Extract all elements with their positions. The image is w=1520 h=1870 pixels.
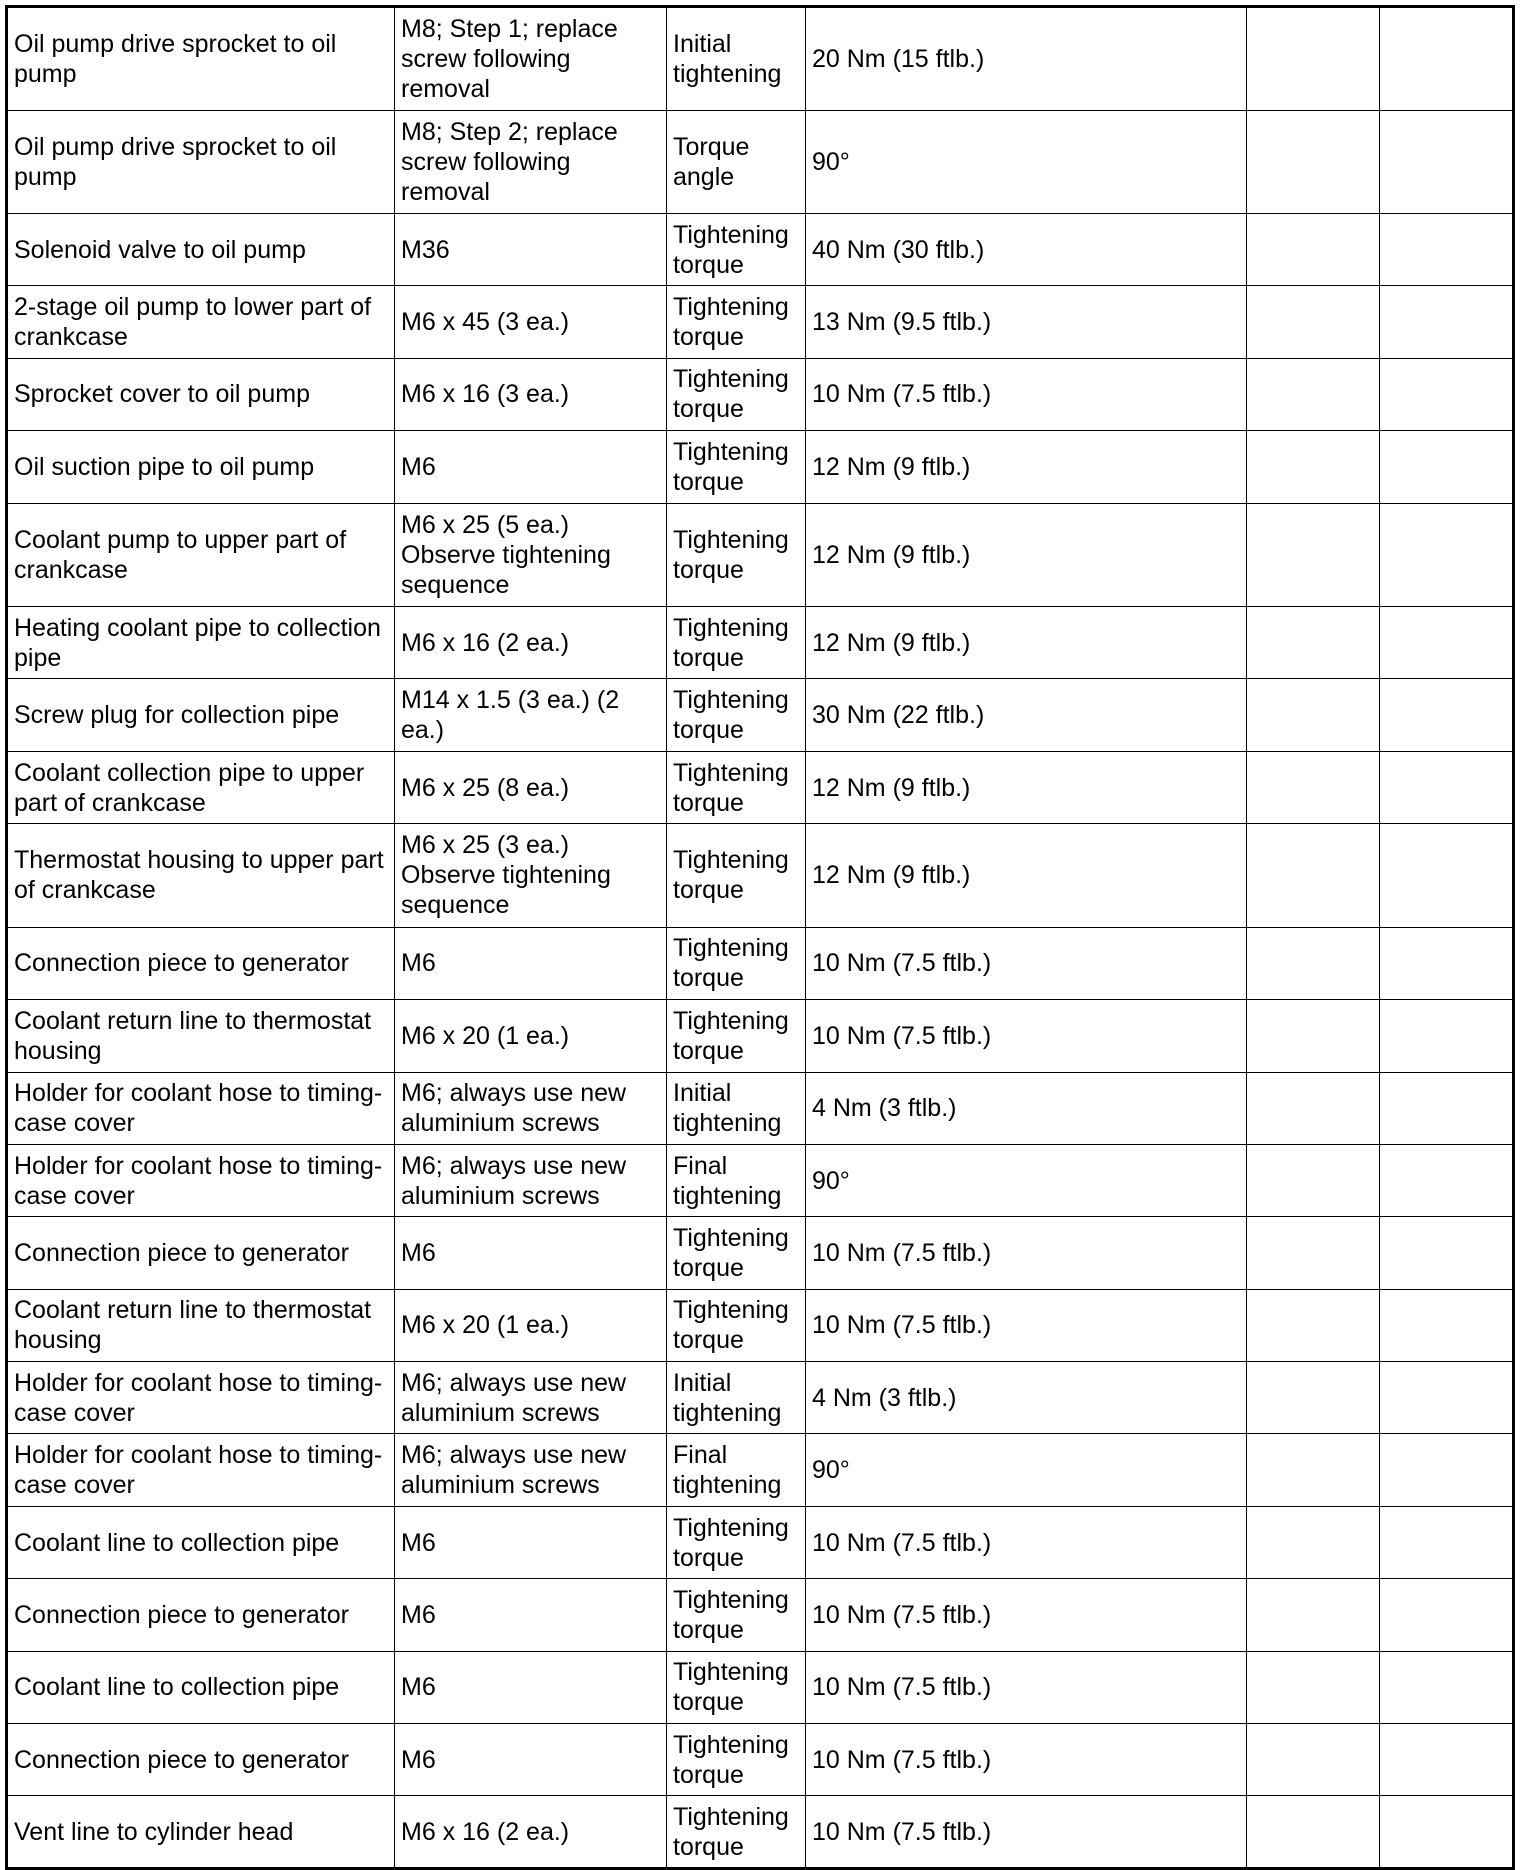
tightening-type-cell: Tightening torque — [667, 1000, 806, 1072]
torque-value-cell: 10 Nm (7.5 ftlb.) — [806, 1000, 1247, 1072]
empty-cell — [1247, 927, 1380, 999]
torque-specification-table — [5, 5, 1515, 1870]
component-cell: Heating coolant pipe to collection pipe — [7, 607, 395, 679]
tightening-type-cell: Initial tightening — [667, 1072, 806, 1144]
torque-value-cell: 10 Nm (7.5 ftlb.) — [806, 1506, 1247, 1578]
empty-cell — [1247, 1289, 1380, 1361]
empty-cell — [1247, 1796, 1380, 1868]
component-cell: Coolant pump to upper part of crankcase — [7, 503, 395, 607]
specification-cell: M6 — [395, 1217, 667, 1289]
tightening-type-cell: Tightening torque — [667, 1579, 806, 1651]
specification-cell: M6 — [395, 1651, 667, 1723]
component-cell: Holder for coolant hose to timing-case cover — [7, 1144, 395, 1216]
table-row — [7, 751, 1514, 823]
component-cell: Oil suction pipe to oil pump — [7, 431, 395, 503]
table-row — [7, 1434, 1514, 1506]
table-row — [7, 1724, 1514, 1796]
table-row — [7, 1217, 1514, 1289]
specification-cell: M6; always use new aluminium screws — [395, 1434, 667, 1506]
specification-cell: M6; always use new aluminium screws — [395, 1144, 667, 1216]
empty-cell — [1247, 1144, 1380, 1216]
empty-cell — [1247, 751, 1380, 823]
component-cell: Thermostat housing to upper part of crankcase — [7, 824, 395, 928]
specification-cell: M6 x 25 (5 ea.) Observe tightening sequence — [395, 503, 667, 607]
torque-value-cell: 12 Nm (9 ftlb.) — [806, 503, 1247, 607]
torque-value-cell: 90° — [806, 1434, 1247, 1506]
table-row — [7, 286, 1514, 358]
table-row — [7, 7, 1514, 111]
table-row — [7, 1506, 1514, 1578]
component-cell: Solenoid valve to oil pump — [7, 214, 395, 286]
empty-cell — [1380, 1144, 1514, 1216]
table-row — [7, 358, 1514, 430]
component-cell: Coolant line to collection pipe — [7, 1506, 395, 1578]
tightening-type-cell: Tightening torque — [667, 927, 806, 999]
torque-value-cell: 12 Nm (9 ftlb.) — [806, 607, 1247, 679]
table-row — [7, 607, 1514, 679]
empty-cell — [1247, 110, 1380, 214]
torque-value-cell: 10 Nm (7.5 ftlb.) — [806, 927, 1247, 999]
component-cell: Connection piece to generator — [7, 1724, 395, 1796]
torque-value-cell: 90° — [806, 1144, 1247, 1216]
component-cell: Coolant line to collection pipe — [7, 1651, 395, 1723]
torque-value-cell: 4 Nm (3 ftlb.) — [806, 1072, 1247, 1144]
tightening-type-cell: Tightening torque — [667, 824, 806, 928]
specification-cell: M6; always use new aluminium screws — [395, 1362, 667, 1434]
empty-cell — [1247, 358, 1380, 430]
specification-cell: M6 x 20 (1 ea.) — [395, 1289, 667, 1361]
empty-cell — [1380, 1506, 1514, 1578]
torque-value-cell: 4 Nm (3 ftlb.) — [806, 1362, 1247, 1434]
empty-cell — [1247, 824, 1380, 928]
table-row — [7, 503, 1514, 607]
empty-cell — [1380, 1651, 1514, 1723]
empty-cell — [1380, 503, 1514, 607]
empty-cell — [1247, 1579, 1380, 1651]
torque-value-cell: 13 Nm (9.5 ftlb.) — [806, 286, 1247, 358]
empty-cell — [1247, 503, 1380, 607]
table-row — [7, 1072, 1514, 1144]
tightening-type-cell: Torque angle — [667, 110, 806, 214]
empty-cell — [1380, 1000, 1514, 1072]
specification-cell: M6; always use new aluminium screws — [395, 1072, 667, 1144]
torque-value-cell: 10 Nm (7.5 ftlb.) — [806, 1217, 1247, 1289]
tightening-type-cell: Tightening torque — [667, 679, 806, 751]
empty-cell — [1247, 1072, 1380, 1144]
empty-cell — [1380, 1434, 1514, 1506]
component-cell: Coolant collection pipe to upper part of crankcase — [7, 751, 395, 823]
specification-cell: M14 x 1.5 (3 ea.) (2 ea.) — [395, 679, 667, 751]
table-row — [7, 1289, 1514, 1361]
empty-cell — [1247, 1217, 1380, 1289]
specification-cell: M6 — [395, 1724, 667, 1796]
tightening-type-cell: Final tightening — [667, 1144, 806, 1216]
table-row — [7, 679, 1514, 751]
specification-cell: M8; Step 1; replace screw following removal — [395, 7, 667, 111]
table-row — [7, 1362, 1514, 1434]
empty-cell — [1380, 1579, 1514, 1651]
empty-cell — [1247, 1362, 1380, 1434]
empty-cell — [1247, 214, 1380, 286]
tightening-type-cell: Tightening torque — [667, 214, 806, 286]
torque-value-cell: 20 Nm (15 ftlb.) — [806, 7, 1247, 111]
table-row — [7, 214, 1514, 286]
empty-cell — [1247, 431, 1380, 503]
table-row — [7, 1796, 1514, 1868]
torque-value-cell: 12 Nm (9 ftlb.) — [806, 824, 1247, 928]
component-cell: Vent line to cylinder head — [7, 1796, 395, 1868]
tightening-type-cell: Tightening torque — [667, 1217, 806, 1289]
empty-cell — [1380, 1289, 1514, 1361]
component-cell: Connection piece to generator — [7, 927, 395, 999]
empty-cell — [1380, 607, 1514, 679]
empty-cell — [1380, 1724, 1514, 1796]
empty-cell — [1380, 1217, 1514, 1289]
table-row — [7, 1579, 1514, 1651]
component-cell: Coolant return line to thermostat housing — [7, 1289, 395, 1361]
torque-value-cell: 10 Nm (7.5 ftlb.) — [806, 1724, 1247, 1796]
component-cell: Oil pump drive sprocket to oil pump — [7, 7, 395, 111]
tightening-type-cell: Initial tightening — [667, 7, 806, 111]
empty-cell — [1380, 1362, 1514, 1434]
table-row — [7, 1144, 1514, 1216]
torque-value-cell: 12 Nm (9 ftlb.) — [806, 751, 1247, 823]
component-cell: Oil pump drive sprocket to oil pump — [7, 110, 395, 214]
specification-cell: M6 — [395, 431, 667, 503]
component-cell: Connection piece to generator — [7, 1579, 395, 1651]
table-row — [7, 431, 1514, 503]
torque-value-cell: 10 Nm (7.5 ftlb.) — [806, 1289, 1247, 1361]
tightening-type-cell: Initial tightening — [667, 1362, 806, 1434]
component-cell: Screw plug for collection pipe — [7, 679, 395, 751]
empty-cell — [1247, 286, 1380, 358]
torque-value-cell: 30 Nm (22 ftlb.) — [806, 679, 1247, 751]
torque-value-cell: 90° — [806, 110, 1247, 214]
torque-value-cell: 12 Nm (9 ftlb.) — [806, 431, 1247, 503]
table-row — [7, 824, 1514, 928]
empty-cell — [1247, 1651, 1380, 1723]
component-cell: 2-stage oil pump to lower part of crankcase — [7, 286, 395, 358]
specification-cell: M6 — [395, 1579, 667, 1651]
tightening-type-cell: Tightening torque — [667, 1506, 806, 1578]
component-cell: Holder for coolant hose to timing-case cover — [7, 1434, 395, 1506]
empty-cell — [1380, 431, 1514, 503]
specification-cell: M8; Step 2; replace screw following removal — [395, 110, 667, 214]
table-body — [7, 7, 1514, 1869]
empty-cell — [1380, 751, 1514, 823]
specification-cell: M6 x 45 (3 ea.) — [395, 286, 667, 358]
empty-cell — [1247, 1434, 1380, 1506]
tightening-type-cell: Tightening torque — [667, 1651, 806, 1723]
tightening-type-cell: Tightening torque — [667, 1289, 806, 1361]
table-row — [7, 1651, 1514, 1723]
specification-cell: M36 — [395, 214, 667, 286]
empty-cell — [1247, 607, 1380, 679]
empty-cell — [1247, 1506, 1380, 1578]
tightening-type-cell: Final tightening — [667, 1434, 806, 1506]
torque-value-cell: 10 Nm (7.5 ftlb.) — [806, 1651, 1247, 1723]
specification-cell: M6 x 25 (8 ea.) — [395, 751, 667, 823]
specification-cell: M6 x 16 (3 ea.) — [395, 358, 667, 430]
torque-value-cell: 10 Nm (7.5 ftlb.) — [806, 358, 1247, 430]
specification-cell: M6 — [395, 927, 667, 999]
empty-cell — [1380, 214, 1514, 286]
component-cell: Holder for coolant hose to timing-case cover — [7, 1362, 395, 1434]
component-cell: Sprocket cover to oil pump — [7, 358, 395, 430]
empty-cell — [1380, 1072, 1514, 1144]
empty-cell — [1380, 110, 1514, 214]
empty-cell — [1247, 7, 1380, 111]
specification-cell: M6 x 16 (2 ea.) — [395, 607, 667, 679]
torque-value-cell: 40 Nm (30 ftlb.) — [806, 214, 1247, 286]
specification-cell: M6 — [395, 1506, 667, 1578]
component-cell: Holder for coolant hose to timing-case cover — [7, 1072, 395, 1144]
empty-cell — [1380, 679, 1514, 751]
tightening-type-cell: Tightening torque — [667, 751, 806, 823]
empty-cell — [1380, 7, 1514, 111]
tightening-type-cell: Tightening torque — [667, 286, 806, 358]
empty-cell — [1380, 358, 1514, 430]
component-cell: Coolant return line to thermostat housing — [7, 1000, 395, 1072]
component-cell: Connection piece to generator — [7, 1217, 395, 1289]
empty-cell — [1247, 1724, 1380, 1796]
table-row — [7, 927, 1514, 999]
torque-value-cell: 10 Nm (7.5 ftlb.) — [806, 1796, 1247, 1868]
empty-cell — [1247, 679, 1380, 751]
tightening-type-cell: Tightening torque — [667, 1724, 806, 1796]
empty-cell — [1247, 1000, 1380, 1072]
specification-cell: M6 x 25 (3 ea.) Observe tightening sequence — [395, 824, 667, 928]
tightening-type-cell: Tightening torque — [667, 431, 806, 503]
empty-cell — [1380, 1796, 1514, 1868]
table-row — [7, 1000, 1514, 1072]
tightening-type-cell: Tightening torque — [667, 358, 806, 430]
empty-cell — [1380, 824, 1514, 928]
empty-cell — [1380, 286, 1514, 358]
specification-cell: M6 x 20 (1 ea.) — [395, 1000, 667, 1072]
tightening-type-cell: Tightening torque — [667, 607, 806, 679]
empty-cell — [1380, 927, 1514, 999]
tightening-type-cell: Tightening torque — [667, 503, 806, 607]
specification-cell: M6 x 16 (2 ea.) — [395, 1796, 667, 1868]
torque-value-cell: 10 Nm (7.5 ftlb.) — [806, 1579, 1247, 1651]
table-row — [7, 110, 1514, 214]
tightening-type-cell: Tightening torque — [667, 1796, 806, 1868]
